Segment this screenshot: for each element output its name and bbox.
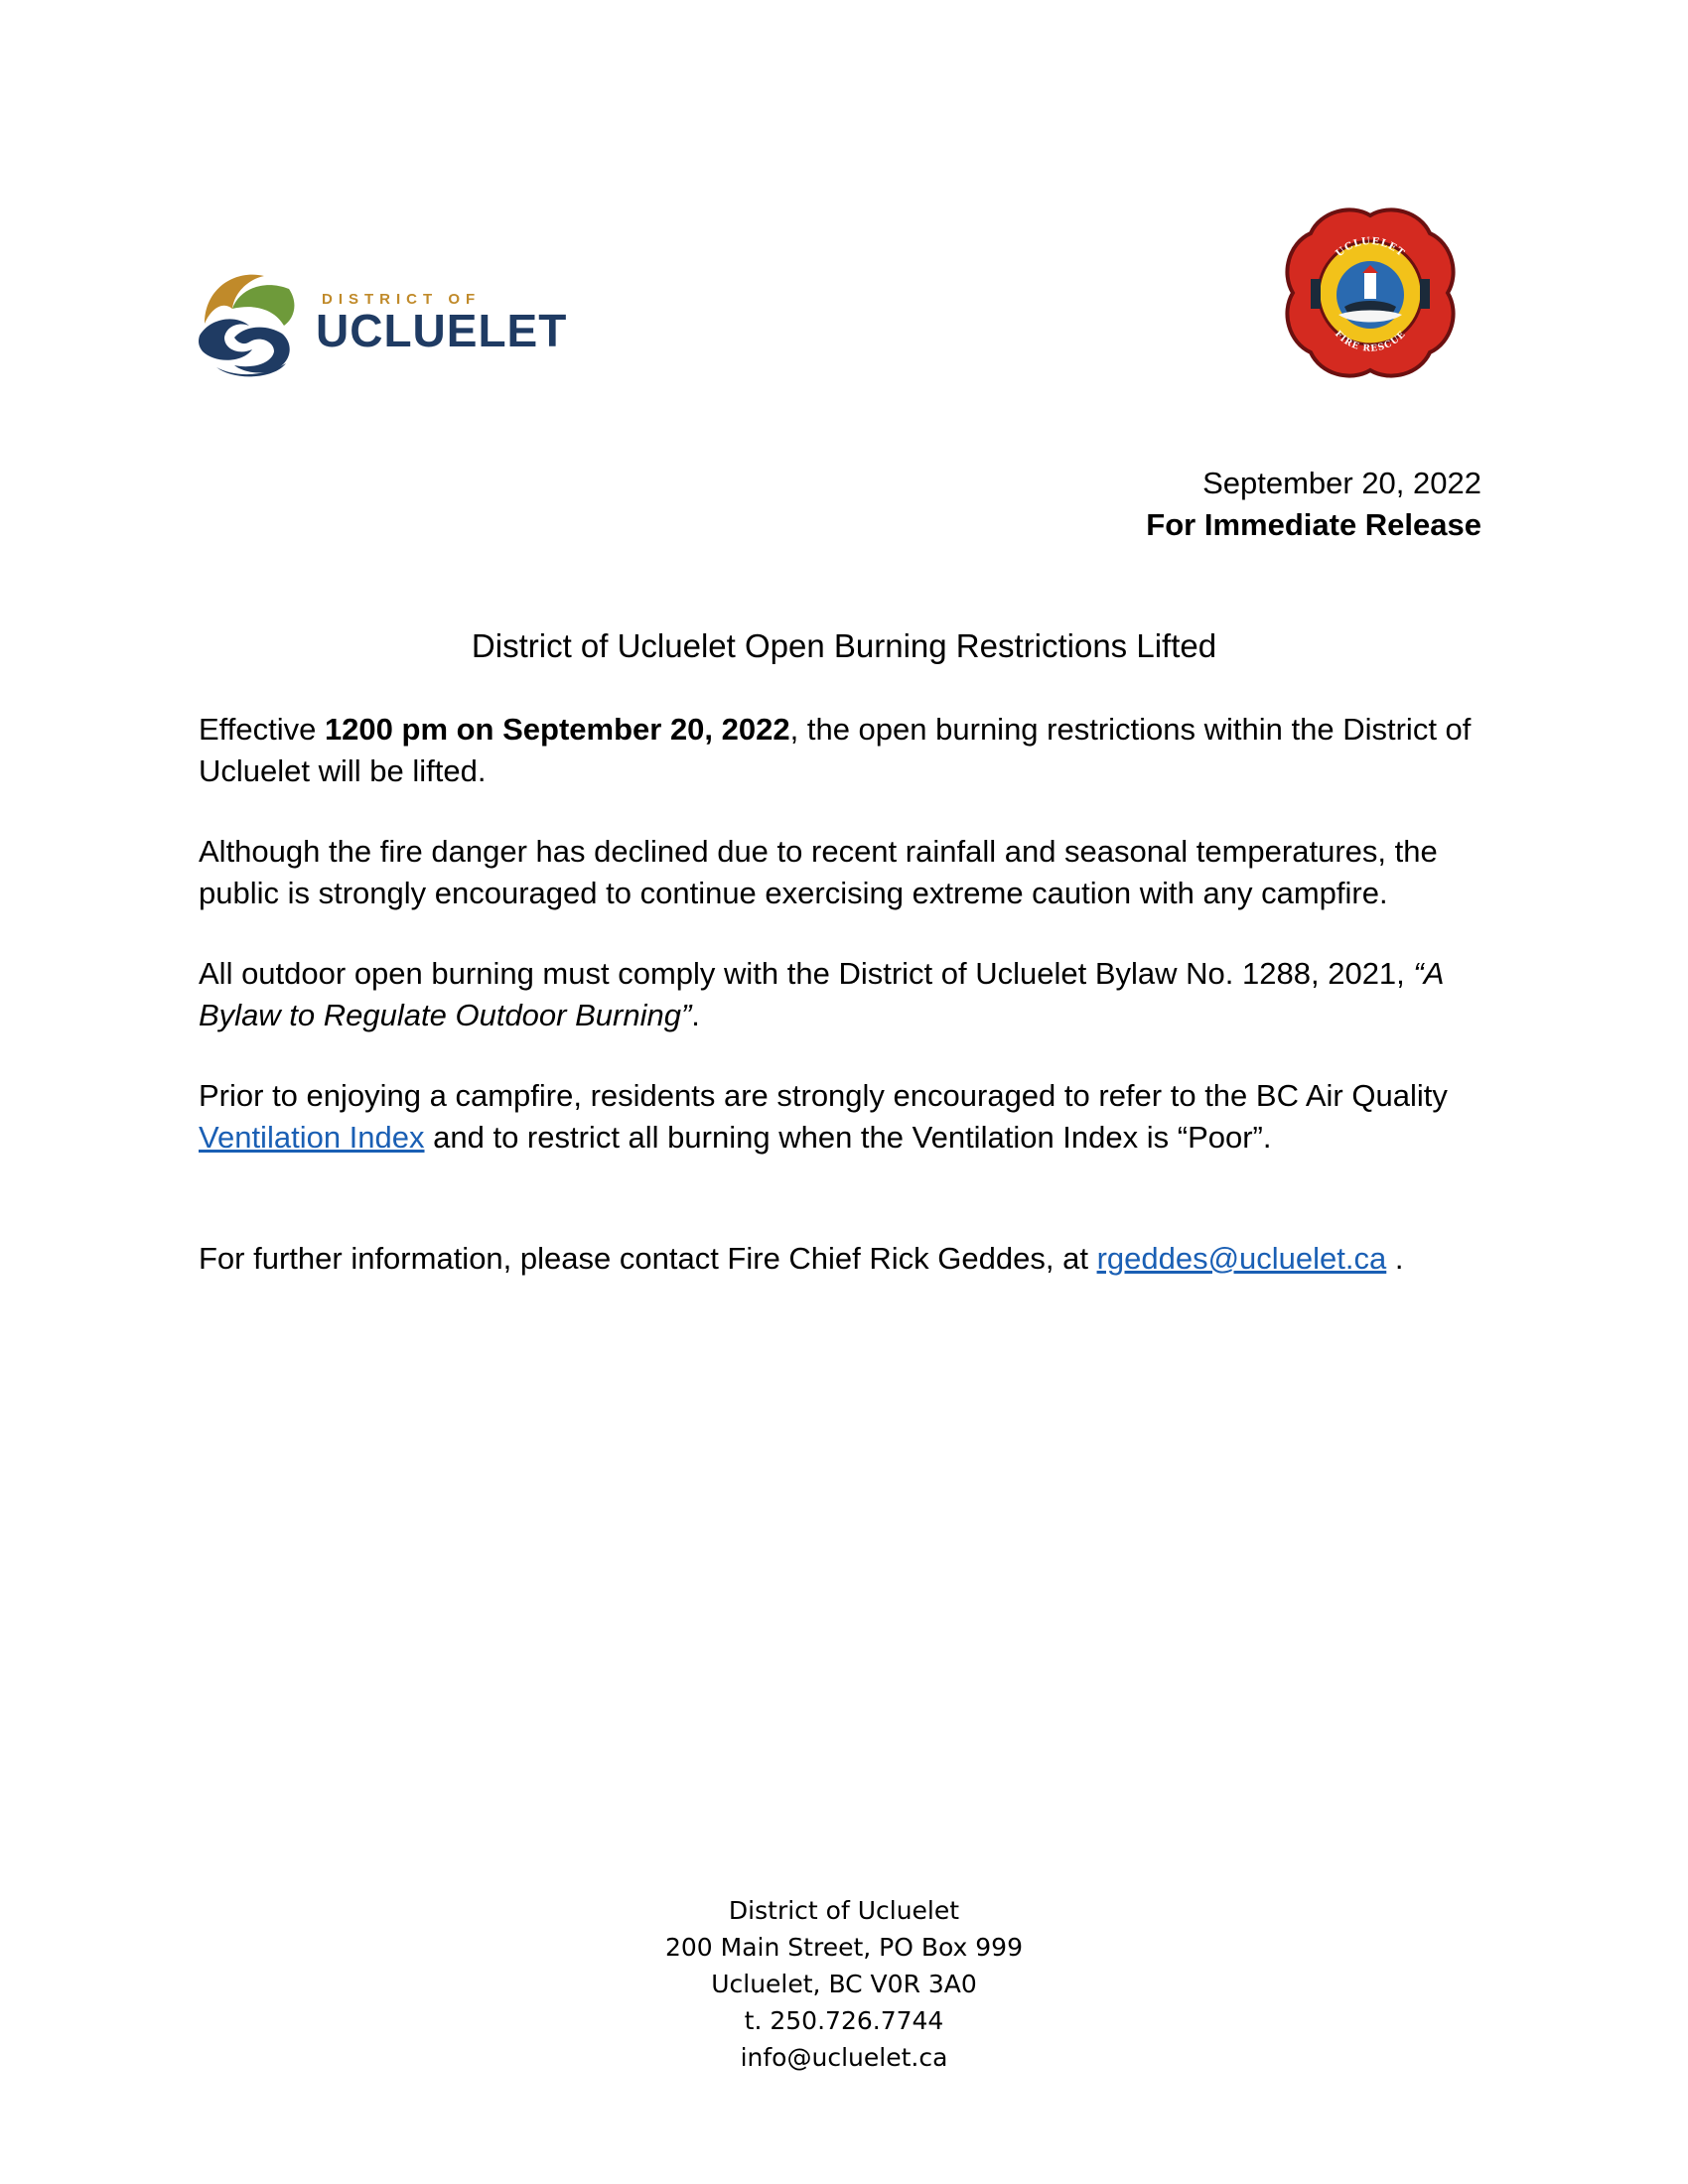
paragraph-caution: Although the fire danger has declined due to recent rainfall and seasonal temperatures, the public is strongly encouraged to continue exercising extreme caution with any campfire.	[199, 834, 1438, 910]
badge-bottom-text: FIRE RESCUE	[1332, 329, 1409, 354]
logo-ucluelet-text: UCLUELET	[316, 305, 568, 356]
paragraph-effective	[199, 709, 1489, 792]
p4-text-post: and to restrict all burning when the Ventilation Index is “Poor”.	[424, 1120, 1272, 1155]
release-label: For Immediate Release	[1146, 507, 1481, 542]
district-of-ucluelet-logo	[195, 264, 568, 378]
p5-text-post: .	[1386, 1241, 1404, 1276]
date-block	[1146, 463, 1481, 546]
ventilation-index-link[interactable]: Ventilation Index	[199, 1120, 425, 1155]
bylaw-title: “A Bylaw to Regulate Outdoor Burning”	[199, 956, 1444, 1032]
p3-text-post: .	[691, 998, 700, 1032]
logo-district-of-text: DISTRICT OF	[322, 291, 482, 308]
maltese-cross-icon	[1281, 204, 1460, 382]
p1-text-pre: Effective	[199, 712, 325, 747]
page-title: District of Ucluelet Open Burning Restrictions Lifted	[471, 627, 1217, 664]
p5-text-pre: For further information, please contact Fire Chief Rick Geddes, at	[199, 1241, 1097, 1276]
p3-text-pre: All outdoor open burning must comply with the District of Ucluelet Bylaw No. 1288, 2021,	[199, 956, 1414, 991]
footer-email: info@ucluelet.ca	[740, 2043, 948, 2072]
footer-city: Ucluelet, BC V0R 3A0	[711, 1970, 977, 1998]
ucluelet-fire-rescue-badge	[1281, 204, 1460, 382]
footer-org: District of Ucluelet	[728, 1896, 960, 1925]
footer-street: 200 Main Street, PO Box 999	[665, 1933, 1023, 1962]
p4-text-pre: Prior to enjoying a campfire, residents are strongly encouraged to refer to the BC Air Quality	[199, 1078, 1448, 1113]
p1-text-post: , the open burning restrictions within the District of Ucluelet will be lifted.	[199, 712, 1472, 788]
footer-address	[0, 1892, 1688, 2076]
footer-phone: t. 250.726.7744	[744, 2006, 944, 2035]
paragraph-bylaw	[199, 953, 1489, 1036]
paragraph-ventilation	[199, 1075, 1489, 1159]
wave-emblem-icon	[195, 264, 304, 378]
release-date: September 20, 2022	[1202, 466, 1481, 500]
press-release-body	[199, 709, 1489, 1318]
p1-effective-time: 1200 pm on September 20, 2022	[324, 712, 790, 747]
badge-top-text: UCLUELET	[1334, 235, 1407, 260]
contact-email-link[interactable]: rgeddes@ucluelet.ca	[1096, 1241, 1387, 1276]
paragraph-contact	[199, 1238, 1489, 1280]
